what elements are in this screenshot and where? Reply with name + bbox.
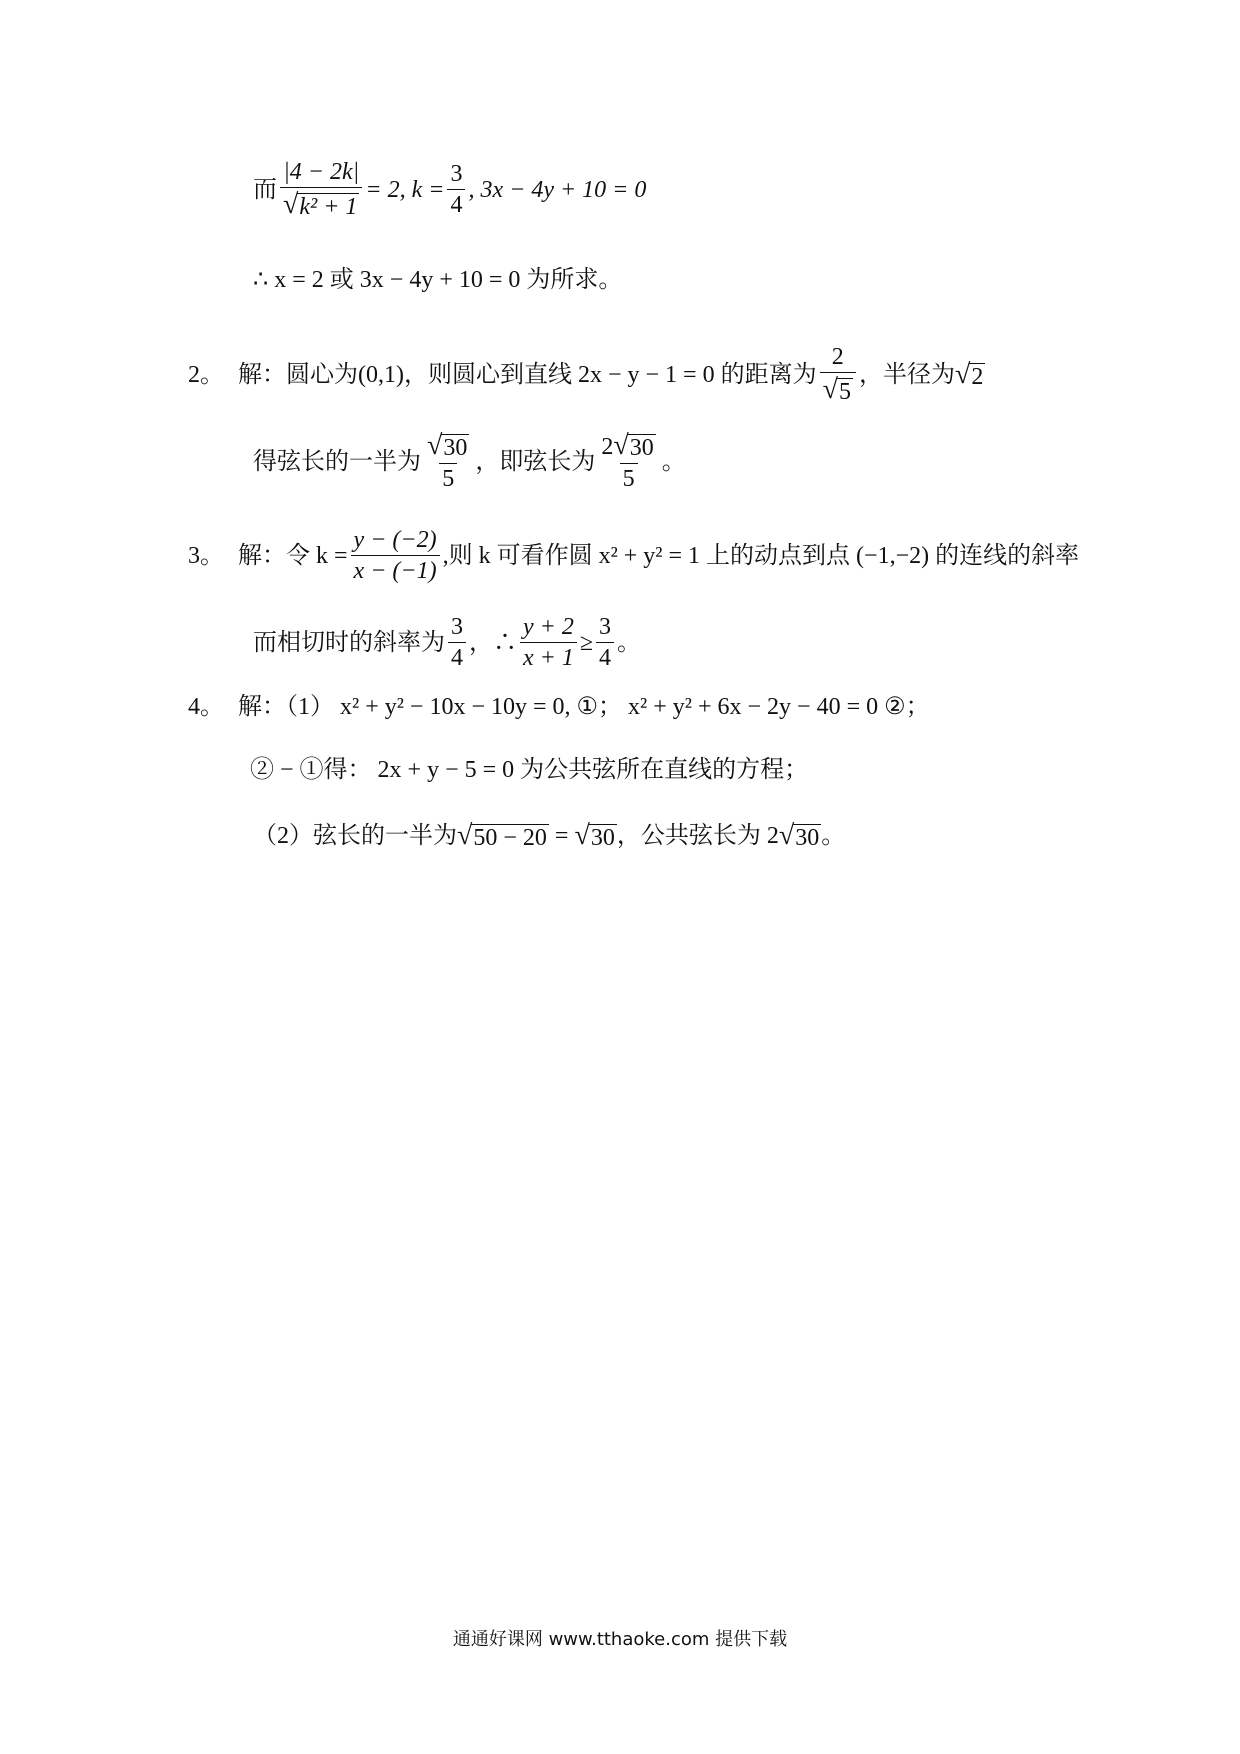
p4-radical-1: √ 50 − 20 xyxy=(457,820,547,851)
p1-result: = 2, k = xyxy=(365,176,445,203)
p1-equation-line xyxy=(253,160,646,219)
p4-line1: 4。 解：（1） x² + y² − 10x − 10y = 0, ①； x² + y² + 6x − 2y − 40 = 0 ②； xyxy=(188,694,930,720)
p4-number: 4。 xyxy=(188,694,224,720)
p2-line1: 2。 解：圆心为(0,1)，则圆心到直线 2x − y − 1 = 0 的距离为 2 √ 5 ，半径为 √ 2 xyxy=(188,344,984,405)
p3-number: 3。 xyxy=(188,542,224,569)
p2-text: 解：圆心为(0,1)，则圆心到直线 2x − y − 1 = 0 的距离为 xyxy=(238,361,817,388)
p4-line2: ② − ①得： 2x + y − 5 = 0 为公共弦所在直线的方程； xyxy=(250,757,809,783)
p1-prefix: 而 xyxy=(253,176,277,203)
p3-slope-fraction: $\frac{3}{4}$ xyxy=(448,615,466,670)
p1-k-fraction: $\frac{3}{4}$ xyxy=(447,162,465,217)
p3-line2: 而相切时的斜率为 $\frac{3}{4}$ ，∴ $\frac{y + 2}{x + 1}$ ≥ $\frac{3}{4}$ 。 xyxy=(253,614,642,671)
p2-radius: √ 2 xyxy=(954,358,984,390)
p4-radical-3: √ 30 xyxy=(778,820,820,851)
p1-conclusion: ∴ x = 2 或 3x − 4y + 10 = 0 为所求。 xyxy=(253,267,623,293)
page-footer: 通通好课网 www.tthaoke.com 提供下载 xyxy=(452,1629,788,1650)
p2-number: 2。 xyxy=(188,361,224,388)
p4-radical-2: √ 30 xyxy=(574,820,615,851)
p1-fraction-numerator: |4 − 2k| xyxy=(283,159,360,185)
p1-fraction: |4 − 2k| √ k² + 1 xyxy=(280,160,362,219)
p2-chord-fraction: 2 √ 30 5 xyxy=(601,430,654,492)
p3-rhs-fraction: $\frac{3}{4}$ xyxy=(596,615,614,670)
p2-line2: 得弦长的一半为 √ 30 5 ，即弦长为 2 √ 30 5 。 xyxy=(253,430,686,492)
p2-half-chord-fraction: √ 30 5 xyxy=(427,430,468,492)
p1-fraction-denominator: k² + 1 xyxy=(299,194,358,220)
p3-line1: 3。 解：令 k = $\frac{y - (-2)}{x - (-1)}$ ,则 k 可看作圆 x² + y² = 1 上的动点到点 (−1,−2) 的连线的斜率 xyxy=(188,527,1080,584)
p3-ineq-fraction: $\frac{y + 2}{x + 1}$ xyxy=(520,615,577,670)
p3-k-fraction: $\frac{y - (-2)}{x - (-1)}$ xyxy=(351,528,440,583)
p1-line-equation: , 3x − 4y + 10 = 0 xyxy=(468,176,647,203)
p2-distance-fraction: 2 √ 5 xyxy=(820,345,856,404)
p4-line3: （2）弦长的一半为 √ 50 − 20 = √ 30 ，公共弦长为 2 √ 30 。 xyxy=(253,820,846,851)
